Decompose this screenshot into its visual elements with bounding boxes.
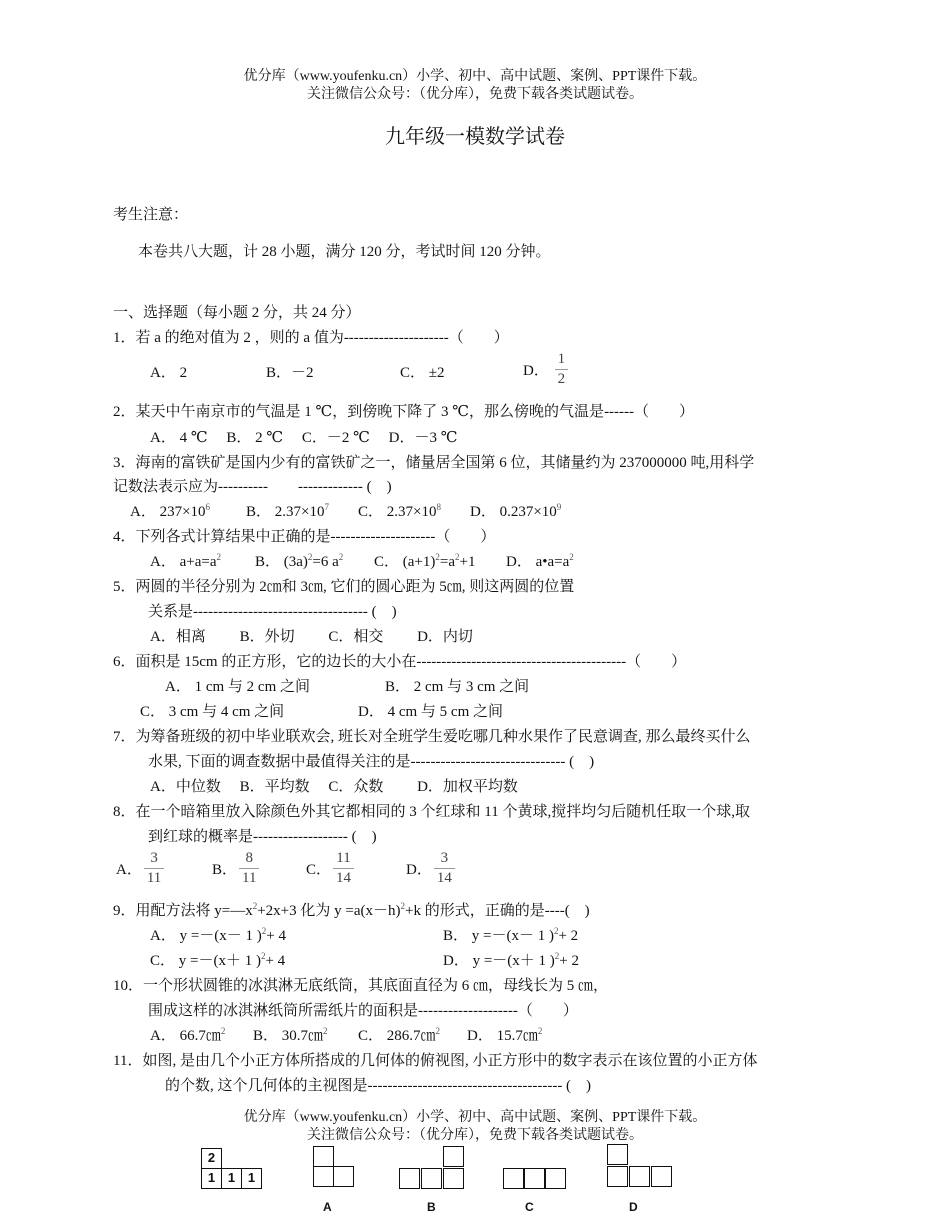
q4-b-exp2: 2 — [338, 552, 344, 562]
q4-option-b — [255, 550, 343, 571]
q3-d-text: D． 0.237×10 — [470, 504, 557, 520]
footer-line-1: 优分库（www.youfenku.cn）小学、初中、高中试题、案例、PPT课件下载。 — [243, 1110, 707, 1125]
figure-square — [333, 1166, 354, 1187]
q10-exp: 2 — [435, 1026, 441, 1036]
q4-c-text1: C． (a+1) — [374, 554, 436, 570]
denominator: 2 — [557, 371, 566, 387]
q10-c-text: C． 286.7㎝ — [358, 1028, 436, 1044]
figure-square — [443, 1146, 464, 1167]
q9-option-d — [443, 949, 579, 970]
q4-c-text3: +1 — [459, 554, 476, 570]
figure-square — [651, 1166, 672, 1187]
q9-stem-exp-2: 2 — [400, 901, 405, 911]
notice-label: 考生注意： — [113, 207, 189, 223]
q9-stem-1: 9．用配方法将 y=—x — [113, 903, 253, 919]
q10-exp: 2 — [323, 1026, 328, 1036]
q3-d-exp: 9 — [556, 502, 562, 512]
q9-stem-2: +2x+3 化为 y =a(x－h) — [257, 903, 401, 919]
figure-square — [443, 1168, 464, 1189]
page-title: 九年级一模数学试卷 — [385, 126, 565, 148]
top-view-cell: 1 — [241, 1168, 262, 1189]
q4-d-exp: 2 — [569, 552, 574, 562]
q9-b-exp: 2 — [553, 926, 559, 936]
numerator: 3 — [144, 849, 164, 869]
figure-label-a: A — [323, 1200, 332, 1214]
q8-b-prefix: B． — [212, 862, 238, 878]
q5-stem-1: 5．两圆的半径分别为 2㎝和 3㎝, 它们的圆心距为 5㎝, 则这两圆的位置 — [113, 579, 575, 595]
q4-b-text2: =6 a — [312, 554, 339, 570]
q9-d-tail: + 2 — [559, 953, 580, 969]
q4-option-a — [150, 550, 221, 571]
notice-text: 本卷共八大题，计 28 小题，满分 120 分，考试时间 120 分钟。 — [138, 244, 551, 260]
numerator: 8 — [239, 849, 259, 869]
q6-option-b: B． 2 cm 与 3 cm 之间 — [385, 679, 530, 695]
q9-option-c — [150, 949, 285, 970]
q4-option-c — [374, 550, 475, 571]
q4-c-exp: 2 — [435, 552, 440, 562]
q4-c-exp2: 2 — [455, 552, 460, 562]
q3-a-text: A． 237×10 — [130, 504, 206, 520]
figure-label-c: C — [525, 1200, 534, 1214]
q10-exp: 2 — [220, 1026, 226, 1036]
figure-square — [524, 1168, 545, 1189]
q4-d-text: D． a•a=a — [506, 554, 570, 570]
q9-c-exp: 2 — [260, 951, 266, 961]
q10-option-b — [253, 1024, 328, 1045]
figure-square — [607, 1166, 628, 1187]
q11-figures — [195, 1140, 695, 1222]
q11-stem-1: 11．如图, 是由几个小正方体所搭成的几何体的俯视图, 小正方形中的数字表示在该位置的小正方体 — [113, 1053, 758, 1069]
q5-stem-2: 关系是----------------------------------- ( ) — [148, 604, 397, 620]
q1-option-d — [523, 350, 568, 389]
q2-stem: 2．某天中午南京市的气温是 1 ℃，到傍晚下降了 3 ℃，那么傍晚的气温是------（ ） — [113, 404, 695, 420]
q3-b-text: B． 2.37×10 — [246, 504, 325, 520]
q8-c-prefix: C． — [306, 862, 332, 878]
q4-option-d — [506, 550, 574, 571]
q3-b-exp: 7 — [324, 502, 329, 512]
q10-a-text: A． 66.7㎝ — [150, 1028, 221, 1044]
section-heading: 一、选择题（每小题 2 分，共 24 分） — [113, 305, 361, 321]
q9-a-text: A． y =－(x－ 1 ) — [150, 928, 262, 944]
q8-option-a — [116, 849, 164, 888]
numerator: 3 — [434, 849, 455, 869]
q3-option-a — [130, 500, 210, 521]
q3-a-exp: 6 — [205, 502, 211, 512]
figure-label-d: D — [629, 1200, 638, 1214]
denominator: 11 — [242, 870, 257, 886]
q1-option-c: C． ±2 — [400, 365, 445, 381]
q11-stem-2: 的个数, 这个几何体的主视图是--------------------------------------- ( ) — [165, 1078, 592, 1094]
figure-square — [313, 1146, 334, 1167]
fraction — [239, 849, 259, 888]
q1-option-d-prefix: D． — [523, 363, 549, 379]
q6-stem: 6．面积是 15cm 的正方形，它的边长的大小在------------------------------------------（ ） — [113, 654, 687, 670]
q4-a-exp: 2 — [216, 552, 221, 562]
q3-option-d — [470, 500, 561, 521]
denominator: 14 — [336, 870, 352, 886]
q10-option-a — [150, 1024, 225, 1045]
q10-exp: 2 — [537, 1026, 543, 1036]
q10-b-text: B． 30.7㎝ — [253, 1028, 324, 1044]
q3-option-b — [246, 500, 329, 521]
q9-stem-exp-1: 2 — [252, 901, 258, 911]
footer-line-2: 关注微信公众号：（优分库），免费下载各类试题试卷。 — [307, 1128, 643, 1143]
q4-stem: 4．下列各式计算结果中正确的是---------------------（ ） — [113, 529, 496, 545]
fraction — [434, 849, 455, 888]
q4-a-text: A． a+a=a — [150, 554, 217, 570]
q8-stem-1: 8．在一个暗箱里放入除颜色外其它都相同的 3 个红球和 11 个黄球,搅拌均匀后随机任取一个球,取 — [113, 804, 750, 820]
fraction — [144, 849, 164, 888]
q7-stem-1: 7．为筹备班级的初中毕业联欢会, 班长对全班学生爱吃哪几种水果作了民意调查, 那么最终买什么 — [113, 729, 751, 745]
figure-square — [503, 1168, 524, 1189]
q9-d-text: D． y =－(x＋ 1 ) — [443, 953, 555, 969]
top-view-cell: 1 — [221, 1168, 242, 1189]
figure-square — [545, 1168, 566, 1189]
q6-option-d: D． 4 cm 与 5 cm 之间 — [358, 704, 503, 720]
fraction — [333, 849, 354, 888]
q9-option-a — [150, 924, 286, 945]
q1-option-a: A． 2 — [150, 365, 188, 381]
q6-option-a: A． 1 cm 与 2 cm 之间 — [165, 679, 310, 695]
top-view-cell: 2 — [201, 1148, 222, 1169]
q9-b-text: B． y =－(x－ 1 ) — [443, 928, 554, 944]
top-view-cell: 1 — [201, 1168, 222, 1189]
numerator: 1 — [555, 350, 569, 370]
header-line-1: 优分库（www.youfenku.cn）小学、初中、高中试题、案例、PPT课件下载。 — [243, 69, 707, 84]
q9-c-tail: + 4 — [265, 953, 286, 969]
q7-options: A．中位数 B．平均数 C．众数 D．加权平均数 — [150, 779, 518, 795]
figure-label-b: B — [427, 1200, 436, 1214]
q9-a-exp: 2 — [261, 926, 267, 936]
fraction — [555, 350, 569, 389]
q1-stem: 1．若 a 的绝对值为 2 ，则的 a 值为---------------------（ ） — [113, 330, 509, 346]
q2-options: A． 4 ℃ B． 2 ℃ C．－2 ℃ D．－3 ℃ — [150, 430, 458, 446]
figure-square — [313, 1166, 334, 1187]
q4-b-exp: 2 — [307, 552, 313, 562]
q4-c-text2: =a — [439, 554, 455, 570]
denominator: 11 — [146, 870, 162, 886]
q8-option-b — [212, 849, 259, 888]
q10-d-text: D． 15.7㎝ — [467, 1028, 538, 1044]
q9-stem — [113, 899, 590, 920]
q6-option-c: C． 3 cm 与 4 cm 之间 — [140, 704, 285, 720]
q3-stem-1: 3．海南的富铁矿是国内少有的富铁矿之一，储量居全国第 6 位，其储量约为 237000000 吨,用科学 — [113, 455, 755, 471]
q9-a-tail: + 4 — [266, 928, 287, 944]
q8-option-c — [306, 849, 354, 888]
numerator: 11 — [333, 849, 354, 869]
q8-d-prefix: D． — [406, 862, 432, 878]
figure-square — [629, 1166, 650, 1187]
q3-stem-2: 记数法表示应为---------- ------------- ( ) — [113, 479, 392, 495]
q9-c-text: C． y =－(x＋ 1 ) — [150, 953, 261, 969]
denominator: 14 — [436, 870, 452, 886]
q9-b-tail: + 2 — [558, 928, 579, 944]
q9-d-exp: 2 — [554, 951, 560, 961]
q5-options: A．相离 B．外切 C．相交 D．内切 — [150, 629, 473, 645]
q8-stem-2: 到红球的概率是------------------- ( ) — [148, 829, 377, 845]
q10-stem-1: 10．一个形状圆锥的冰淇淋无底纸筒，其底面直径为 6 ㎝，母线长为 5 ㎝， — [113, 978, 609, 994]
q9-stem-3: +k 的形式，正确的是----( ) — [405, 903, 590, 919]
q10-option-d — [467, 1024, 542, 1045]
header-line-2: 关注微信公众号：（优分库），免费下载各类试题试卷。 — [307, 87, 643, 102]
q8-a-prefix: A． — [116, 862, 142, 878]
q10-option-c — [358, 1024, 440, 1045]
figure-square — [399, 1168, 420, 1189]
figure-square — [421, 1168, 442, 1189]
q7-stem-2: 水果, 下面的调查数据中最值得关注的是------------------------------- ( ) — [148, 754, 595, 770]
q10-stem-2: 围成这样的冰淇淋纸筒所需纸片的面积是--------------------（ ） — [148, 1003, 578, 1019]
q3-c-text: C． 2.37×10 — [358, 504, 437, 520]
q3-option-c — [358, 500, 441, 521]
q8-option-d — [406, 849, 455, 888]
figure-square — [607, 1144, 628, 1165]
q1-option-b: B．－2 — [266, 365, 314, 381]
q4-b-text1: B． (3a) — [255, 554, 308, 570]
q9-option-b — [443, 924, 578, 945]
q3-c-exp: 8 — [436, 502, 441, 512]
